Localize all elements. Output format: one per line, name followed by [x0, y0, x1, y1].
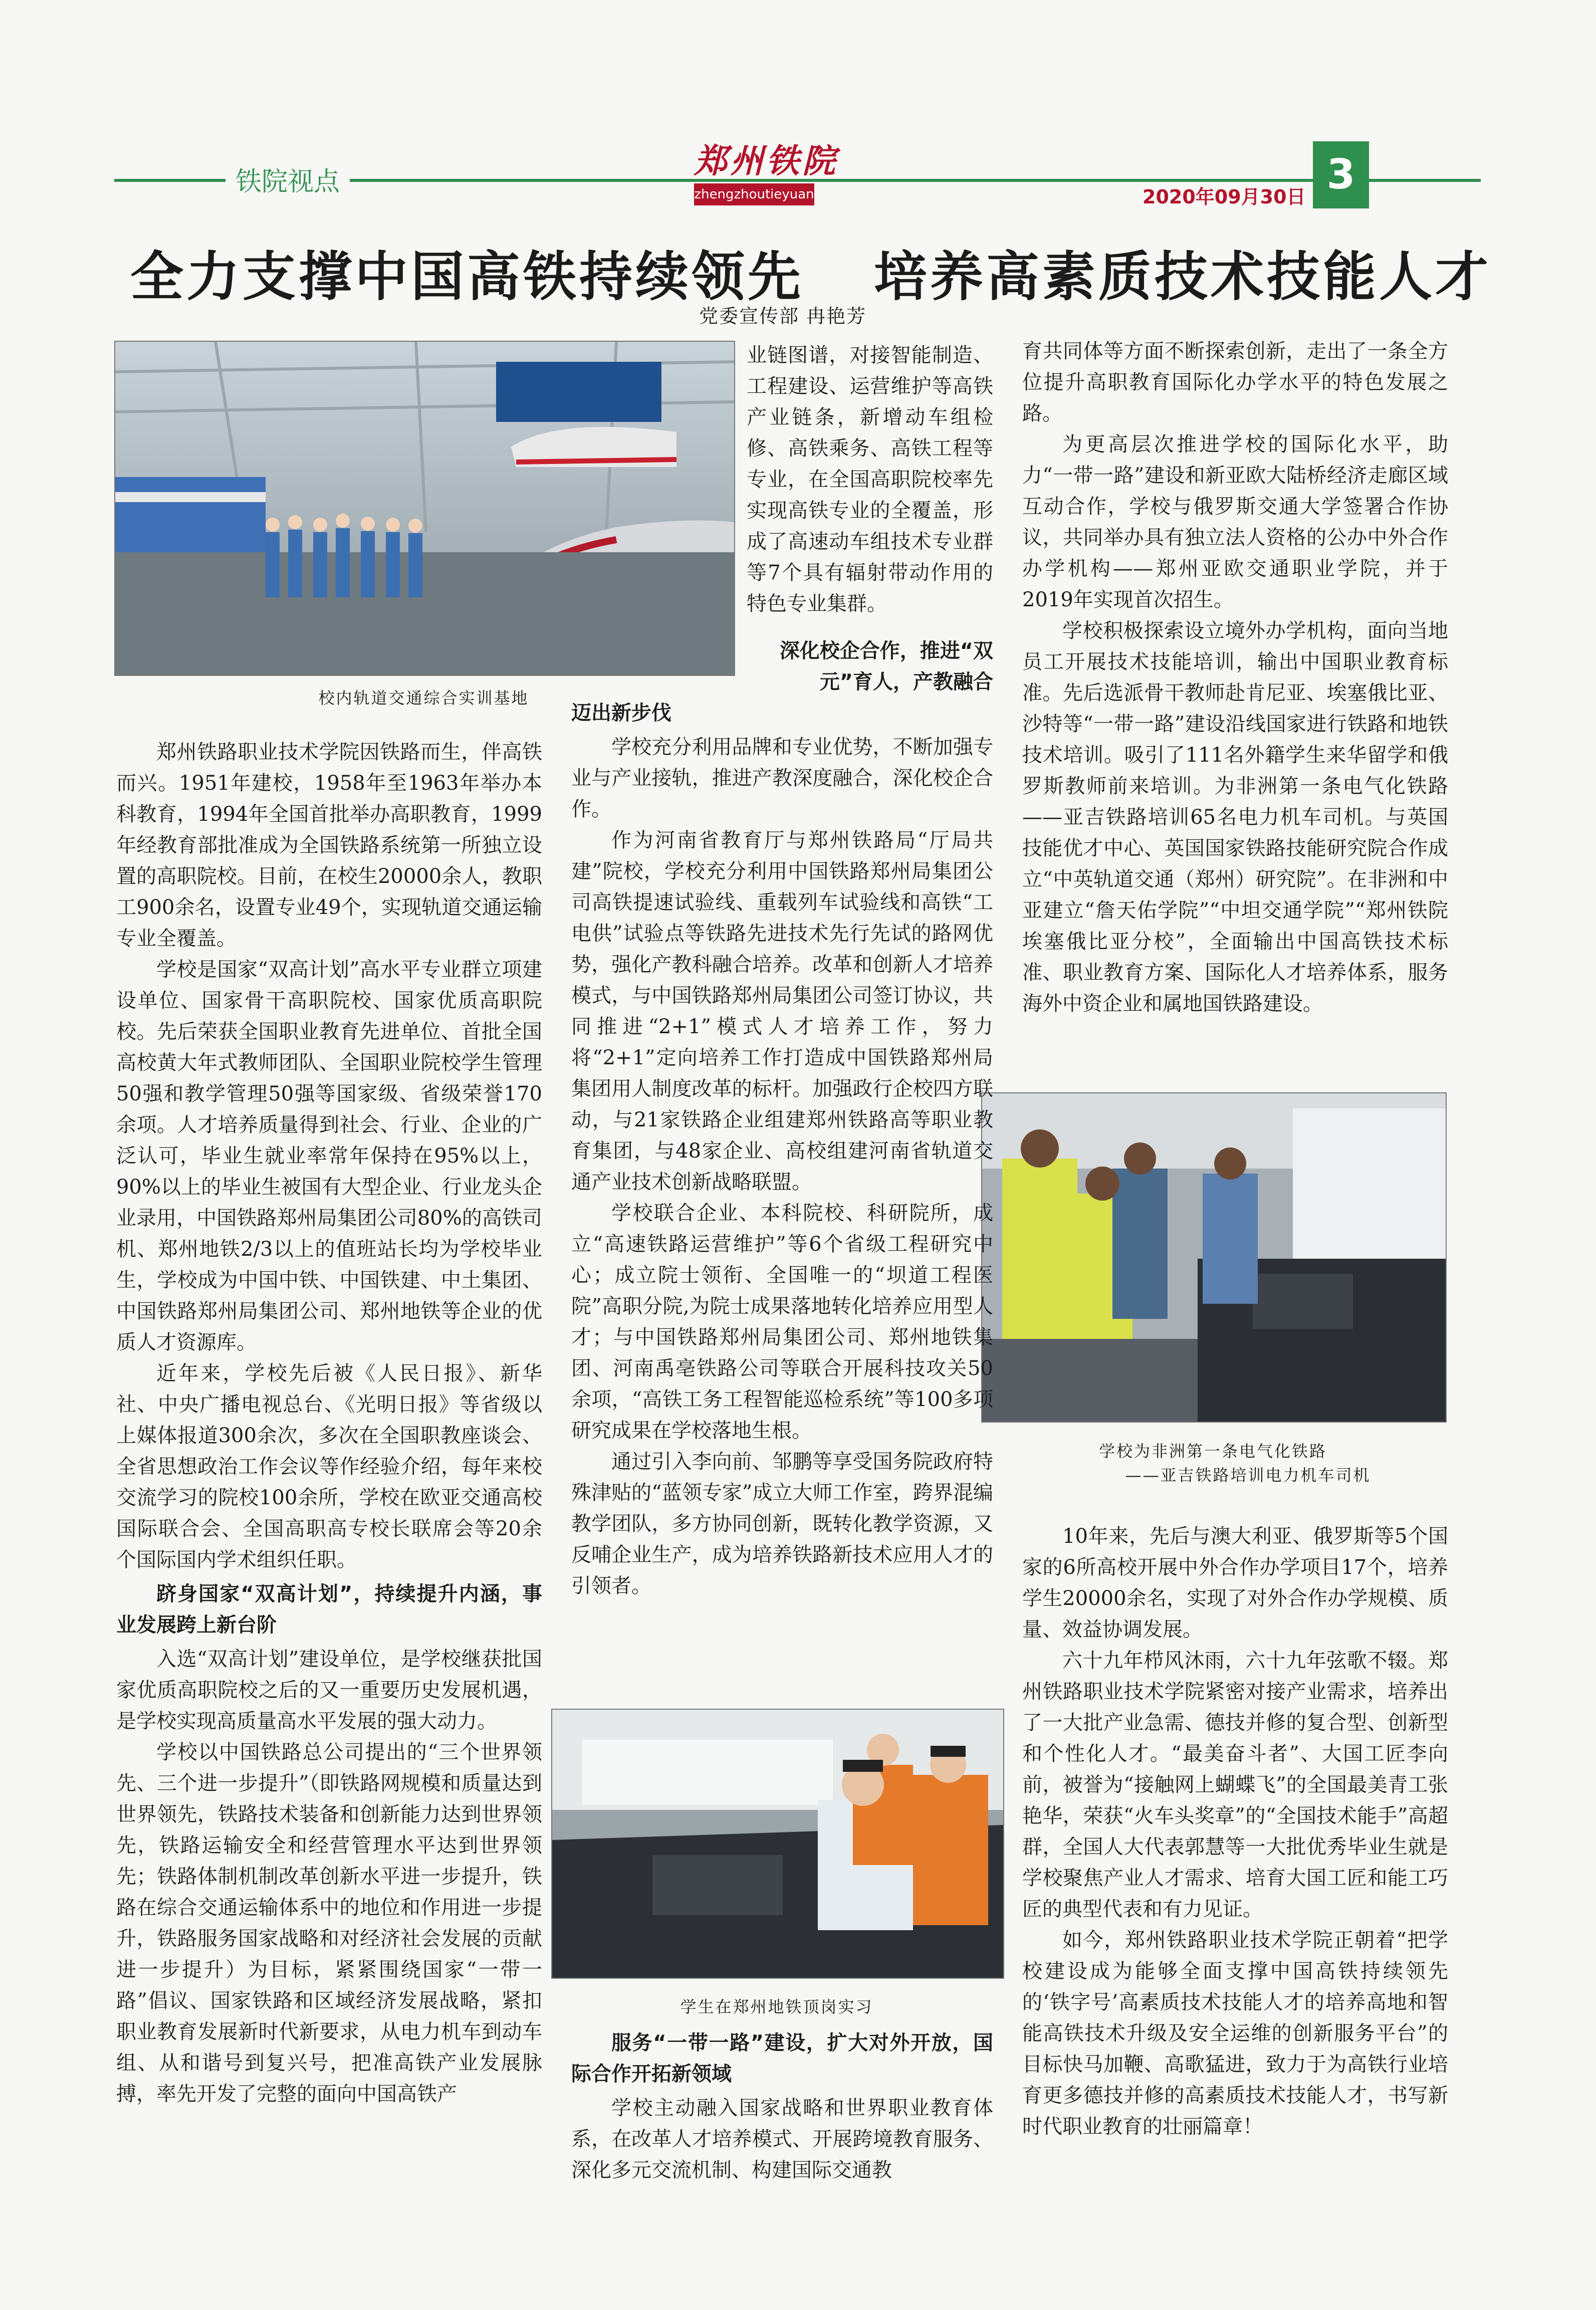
column-3-bottom [1022, 1521, 1448, 2142]
col1-paragraph-1: 郑州铁路职业技术学院因铁路而生，伴高铁而兴。1951年建校，1958年至1963年举办本科教育，1994年全国首批举办高职教育，1999年经教育部批准成为全国铁路系统第一所独立设置的高职院校。目前，在校生20000余人，教职工900余名，设置专业49个，实现轨道交通运输专业全覆盖。 [116, 741, 542, 950]
photo2-caption-line1: 学校为非洲第一条电气化铁路 [1098, 1442, 1327, 1461]
col3-paragraph-4: 10年来，先后与澳大利亚、俄罗斯等5个国家的6所高校开展中外合作办学项目17个，培养学生20000余名，实现了对外合作办学规模、质量、效益协调发展。 [1022, 1525, 1448, 1641]
photo-metro-internship [551, 1709, 1004, 1979]
col3-paragraph-5: 六十九年栉风沐雨，六十九年弦歌不辍。郑州铁路职业技术学院紧密对接产业需求，培养出了一大批产业急需、德技并修的复合型、创新型和个性化人才。“最美奋斗者”、大国工匠李向前，被誉为“接触网上蝴蝶飞”的全国最美青工张艳华，荣获“火车头奖章”的“全国技术能手”高超群，全国人大代表郭慧等一大批优秀毕业生就是学校聚焦产业人才需求、培育大国工匠和能工巧匠的典型代表和有力见证。 [1022, 1649, 1448, 1921]
photo-training-base [114, 341, 735, 676]
col2-paragraph-6: 学校主动融入国家战略和世界职业教育体系，在改革人才培养模式、开展跨境教育服务、深化多元交流机制、构建国际交通教 [571, 2097, 993, 2182]
column-3-top [1022, 336, 1448, 1019]
col2-subheading-2: 服务“一带一路”建设，扩大对外开放，国际合作开拓新领域 [571, 2031, 993, 2086]
col1-subheading-1: 跻身国家“双高计划”，持续提升内涵，事业发展跨上新台阶 [116, 1582, 542, 1637]
col1-paragraph-2: 学校是国家“双高计划”高水平专业群立项建设单位、国家骨干高职院校、国家优质高职院校。先后荣获全国职业教育先进单位、首批全国高校黄大年式教师团队、全国职业院校学生管理50强和教学管理50强等国家级、省级荣誉170余项。人才培养质量得到社会、行业、企业的广泛认可，毕业生就业率常年保持在95%以上，90%以上的毕业生被国有大型企业、行业龙头企业录用，中国铁路郑州局集团公司80%的高铁司机、郑州地铁2/3以上的值班站长均为学校毕业生，学校成为中国中铁、中国铁建、中土集团、中国铁路郑州局集团公司、郑州地铁等企业的优质人才资源库。 [116, 958, 542, 1354]
col1-paragraph-4: 入选“双高计划”建设单位，是学校继获批国家优质高职院校之后的又一重要历史发展机遇，是学校实现高质量高水平发展的强大动力。 [116, 1648, 542, 1733]
col3-paragraph-2: 为更高层次推进学校的国际化水平，助力“一带一路”建设和新亚欧大陆桥经济走廊区域互动合作，学校与俄罗斯交通大学签署合作协议，共同举办具有独立法人资格的公办中外合作办学机构——郑州亚欧交通职业学院，并于2019年实现首次招生。 [1022, 433, 1448, 611]
col3-paragraph-6: 如今，郑州铁路职业技术学院正朝着“把学校建设成为能够全面支撑中国高铁持续领先的‘铁字号’高素质技术技能人才的培养高地和智能高铁技术升级及安全运维的创新服务平台”的目标快马加鞭、高歌猛进，致力于为高铁行业培育更多德技并修的高素质技术技能人才，书写新时代职业教育的壮丽篇章！ [1022, 1929, 1448, 2138]
photo1-caption: 校内轨道交通综合实训基地 [318, 688, 529, 708]
col2-subheading-1a: 深化校企合作，推进“双元”育人，产教融合 [779, 639, 993, 694]
photo-metro-internship-image [552, 1710, 1003, 1978]
col2-paragraph-2: 学校充分利用品牌和专业优势，不断加强专业与产业接轨，推进产教深度融合，深化校企合作。 [571, 736, 993, 821]
col3-paragraph-3: 学校积极探索设立境外办学机构，面向当地员工开展技术技能培训，输出中国职业教育标准。先后选派骨干教师赴肯尼亚、埃塞俄比亚、沙特等“一带一路”建设沿线国家进行铁路和地铁技术培训。吸引了111名外籍学生来华留学和俄罗斯教师前来培训。为非洲第一条电气化铁路——亚吉铁路培训65名电力机车司机。与英国技能优才中心、英国国家铁路技能研究院合作成立“中英轨道交通（郑州）研究院”。在非洲和中亚建立“詹天佑学院”“中坦交通学院”“郑州铁院埃塞俄比亚分校”，全面输出中国高铁技术标准、职业教育方案、国际化人才培养体系，服务海外中资企业和属地国铁路建设。 [1022, 619, 1448, 1015]
photo-training-base-image [115, 342, 734, 675]
column-2-top [747, 340, 993, 619]
byline: 党委宣传部 冉艳芳 [699, 305, 867, 327]
col2-paragraph-5: 通过引入李向前、邹鹏等享受国务院政府特殊津贴的“蓝领专家”成立大师工作室，跨界混编教学团队，多方协同创新，既转化教学资源，又反哺企业生产，成为培养铁路新技术应用人才的引领者。 [571, 1450, 993, 1597]
photo2-caption-line2: ——亚吉铁路培训电力机车司机 [1125, 1466, 1371, 1485]
photo-africa-training [981, 1092, 1447, 1423]
page-number: 3 [1313, 141, 1369, 208]
column-2-bottom [571, 2024, 993, 2186]
newspaper-logo: 郑州铁院 [694, 141, 838, 180]
headline-part2: 培养高素质技术技能人才 [874, 246, 1491, 308]
col3-paragraph-1: 育共同体等方面不断探索创新，走出了一条全方位提升高职教育国际化办学水平的特色发展之路。 [1022, 340, 1448, 425]
photo3-caption: 学生在郑州地铁顶岗实习 [680, 1997, 873, 2016]
issue-date: 2020年09月30日 [1143, 186, 1306, 208]
col1-paragraph-5: 学校以中国铁路总公司提出的“三个世界领先、三个进一步提升”（即铁路网规模和质量达到世界领先，铁路技术装备和创新能力达到世界领先，铁路运输安全和经营管理水平达到世界领先；铁路体制机制改革创新水平进一步提升，铁路在综合交通运输体系中的地位和作用进一步提升，铁路服务国家战略和对经济社会发展的贡献进一步提升）为目标，紧紧围绕国家“一带一路”倡议、国家铁路和区域经济发展战略，紧扣职业教育发展新时代新要求，从电力机车到动车组、从和谐号到复兴号，把准高铁产业发展脉搏，率先开发了完整的面向中国高铁产 [116, 1741, 542, 2106]
photo-africa-training-image [982, 1093, 1446, 1422]
column-2 [571, 632, 993, 1601]
col1-paragraph-3: 近年来，学校先后被《人民日报》、新华社、中央广播电视总台、《光明日报》等省级以上媒体报道300余次，多次在全国职教座谈会、全省思想政治工作会议等作经验介绍，每年来校交流学习的院校100余所，学校在欧亚交通高校国际联合会、全国高职高专校长联席会等20余个国际国内学术组织任职。 [116, 1362, 542, 1571]
headline [130, 235, 1491, 311]
column-1 [116, 737, 542, 2110]
col2-paragraph-1: 业链图谱，对接智能制造、工程建设、运营维护等高铁产业链条，新增动车组检修、高铁乘务、高铁工程等专业，在全国高职院校率先实现高铁专业的全覆盖，形成了高速动车组技术专业群等7个具有辐射带动作用的特色专业集群。 [747, 344, 993, 615]
newspaper-pinyin: zhengzhoutieyuan [694, 183, 814, 205]
section-label: 铁院视点 [225, 160, 350, 198]
photo2-caption [981, 1439, 1445, 1487]
headline-part1: 全力支撑中国高铁持续领先 [130, 246, 804, 308]
col2-paragraph-4: 学校联合企业、本科院校、科研院所，成立“高速铁路运营维护”等6个省级工程研究中心；成立院士领衔、全国唯一的“坝道工程医院”高职分院,为院士成果落地转化培养应用型人才；与中国铁路郑州局集团公司、郑州地铁集团、河南禹亳铁路公司等联合开展科技攻关50余项，“高铁工务工程智能巡检系统”等100多项研究成果在学校落地生根。 [571, 1202, 993, 1442]
col2-subheading-1b: 迈出新步伐 [571, 702, 671, 725]
col2-paragraph-3: 作为河南省教育厅与郑州铁路局“厅局共建”院校，学校充分利用中国铁路郑州局集团公司高铁提速试验线、重载列车试验线和高铁“工电供”试验点等铁路先进技术先行先试的路网优势，强化产教科融合培养。改革和创新人才培养模式，与中国铁路郑州局集团公司签订协议，共同推进“2+1”模式人才培养工作，努力将“2+1”定向培养工作打造成中国铁路郑州局集团用人制度改革的标杆。加强政行企校四方联动，与21家铁路企业组建郑州铁路高等职业教育集团，与48家企业、高校组建河南省轨道交通产业技术创新战略联盟。 [571, 829, 993, 1194]
